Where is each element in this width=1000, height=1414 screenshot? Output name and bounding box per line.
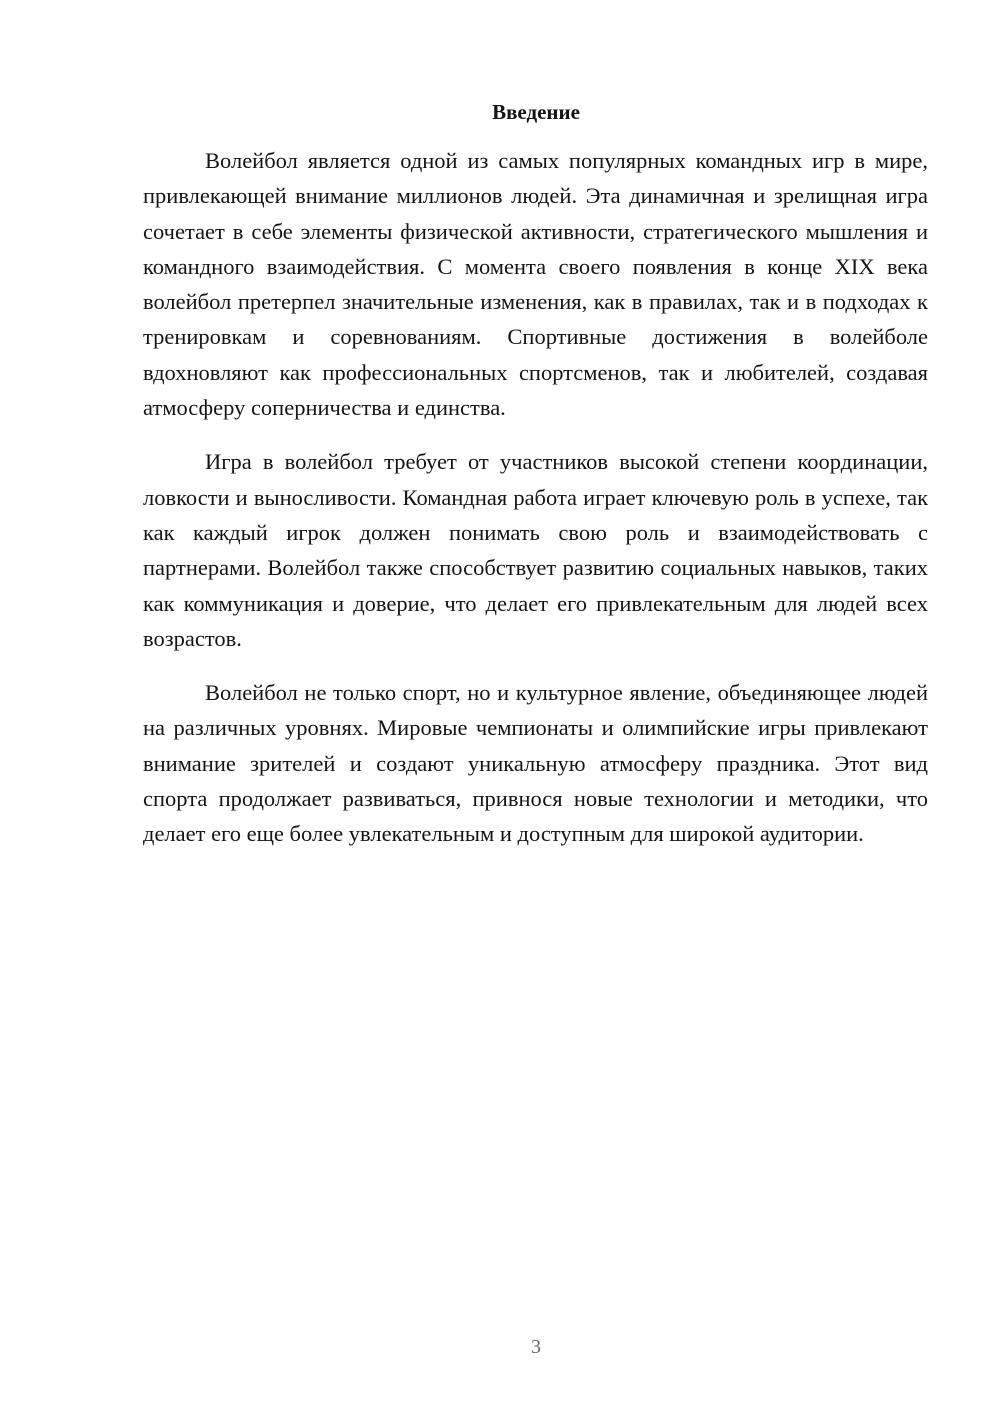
document-body	[143, 143, 928, 852]
paragraph-3: Волейбол не только спорт, но и культурное явление, объединяющее людей на различных уровнях. Мировые чемпионаты и олимпийские игры привлекают внимание зрителей и создают уникальную атмосферу праздника. Этот вид спорта продолжает развиваться, привнося новые технологии и методики, что делает его еще более увлекательным и доступным для широкой аудитории.	[143, 680, 928, 847]
paragraph-1: Волейбол является одной из самых популярных командных игр в мире, привлекающей внимание миллионов людей. Эта динамичная и зрелищная игра сочетает в себе элементы физической активности, стратегического мышления и командного взаимодействия. С момента своего появления в конце XIX века волейбол претерпел значительные изменения, как в правилах, так и в подходах к тренировкам и соревнованиям. Спортивные достижения в волейболе вдохновляют как профессиональных спортсменов, так и любителей, создавая атмосферу соперничества и единства.	[143, 148, 928, 421]
page-number: 3	[531, 1336, 541, 1358]
paragraph-2: Игра в волейбол требует от участников высокой степени координации, ловкости и выносливости. Командная работа играет ключевую роль в успехе, так как каждый игрок должен понимать свою роль и взаимодействовать с партнерами. Волейбол также способствует развитию социальных навыков, таких как коммуникация и доверие, что делает его привлекательным для людей всех возрастов.	[143, 449, 928, 651]
page-title: Введение	[492, 100, 580, 124]
